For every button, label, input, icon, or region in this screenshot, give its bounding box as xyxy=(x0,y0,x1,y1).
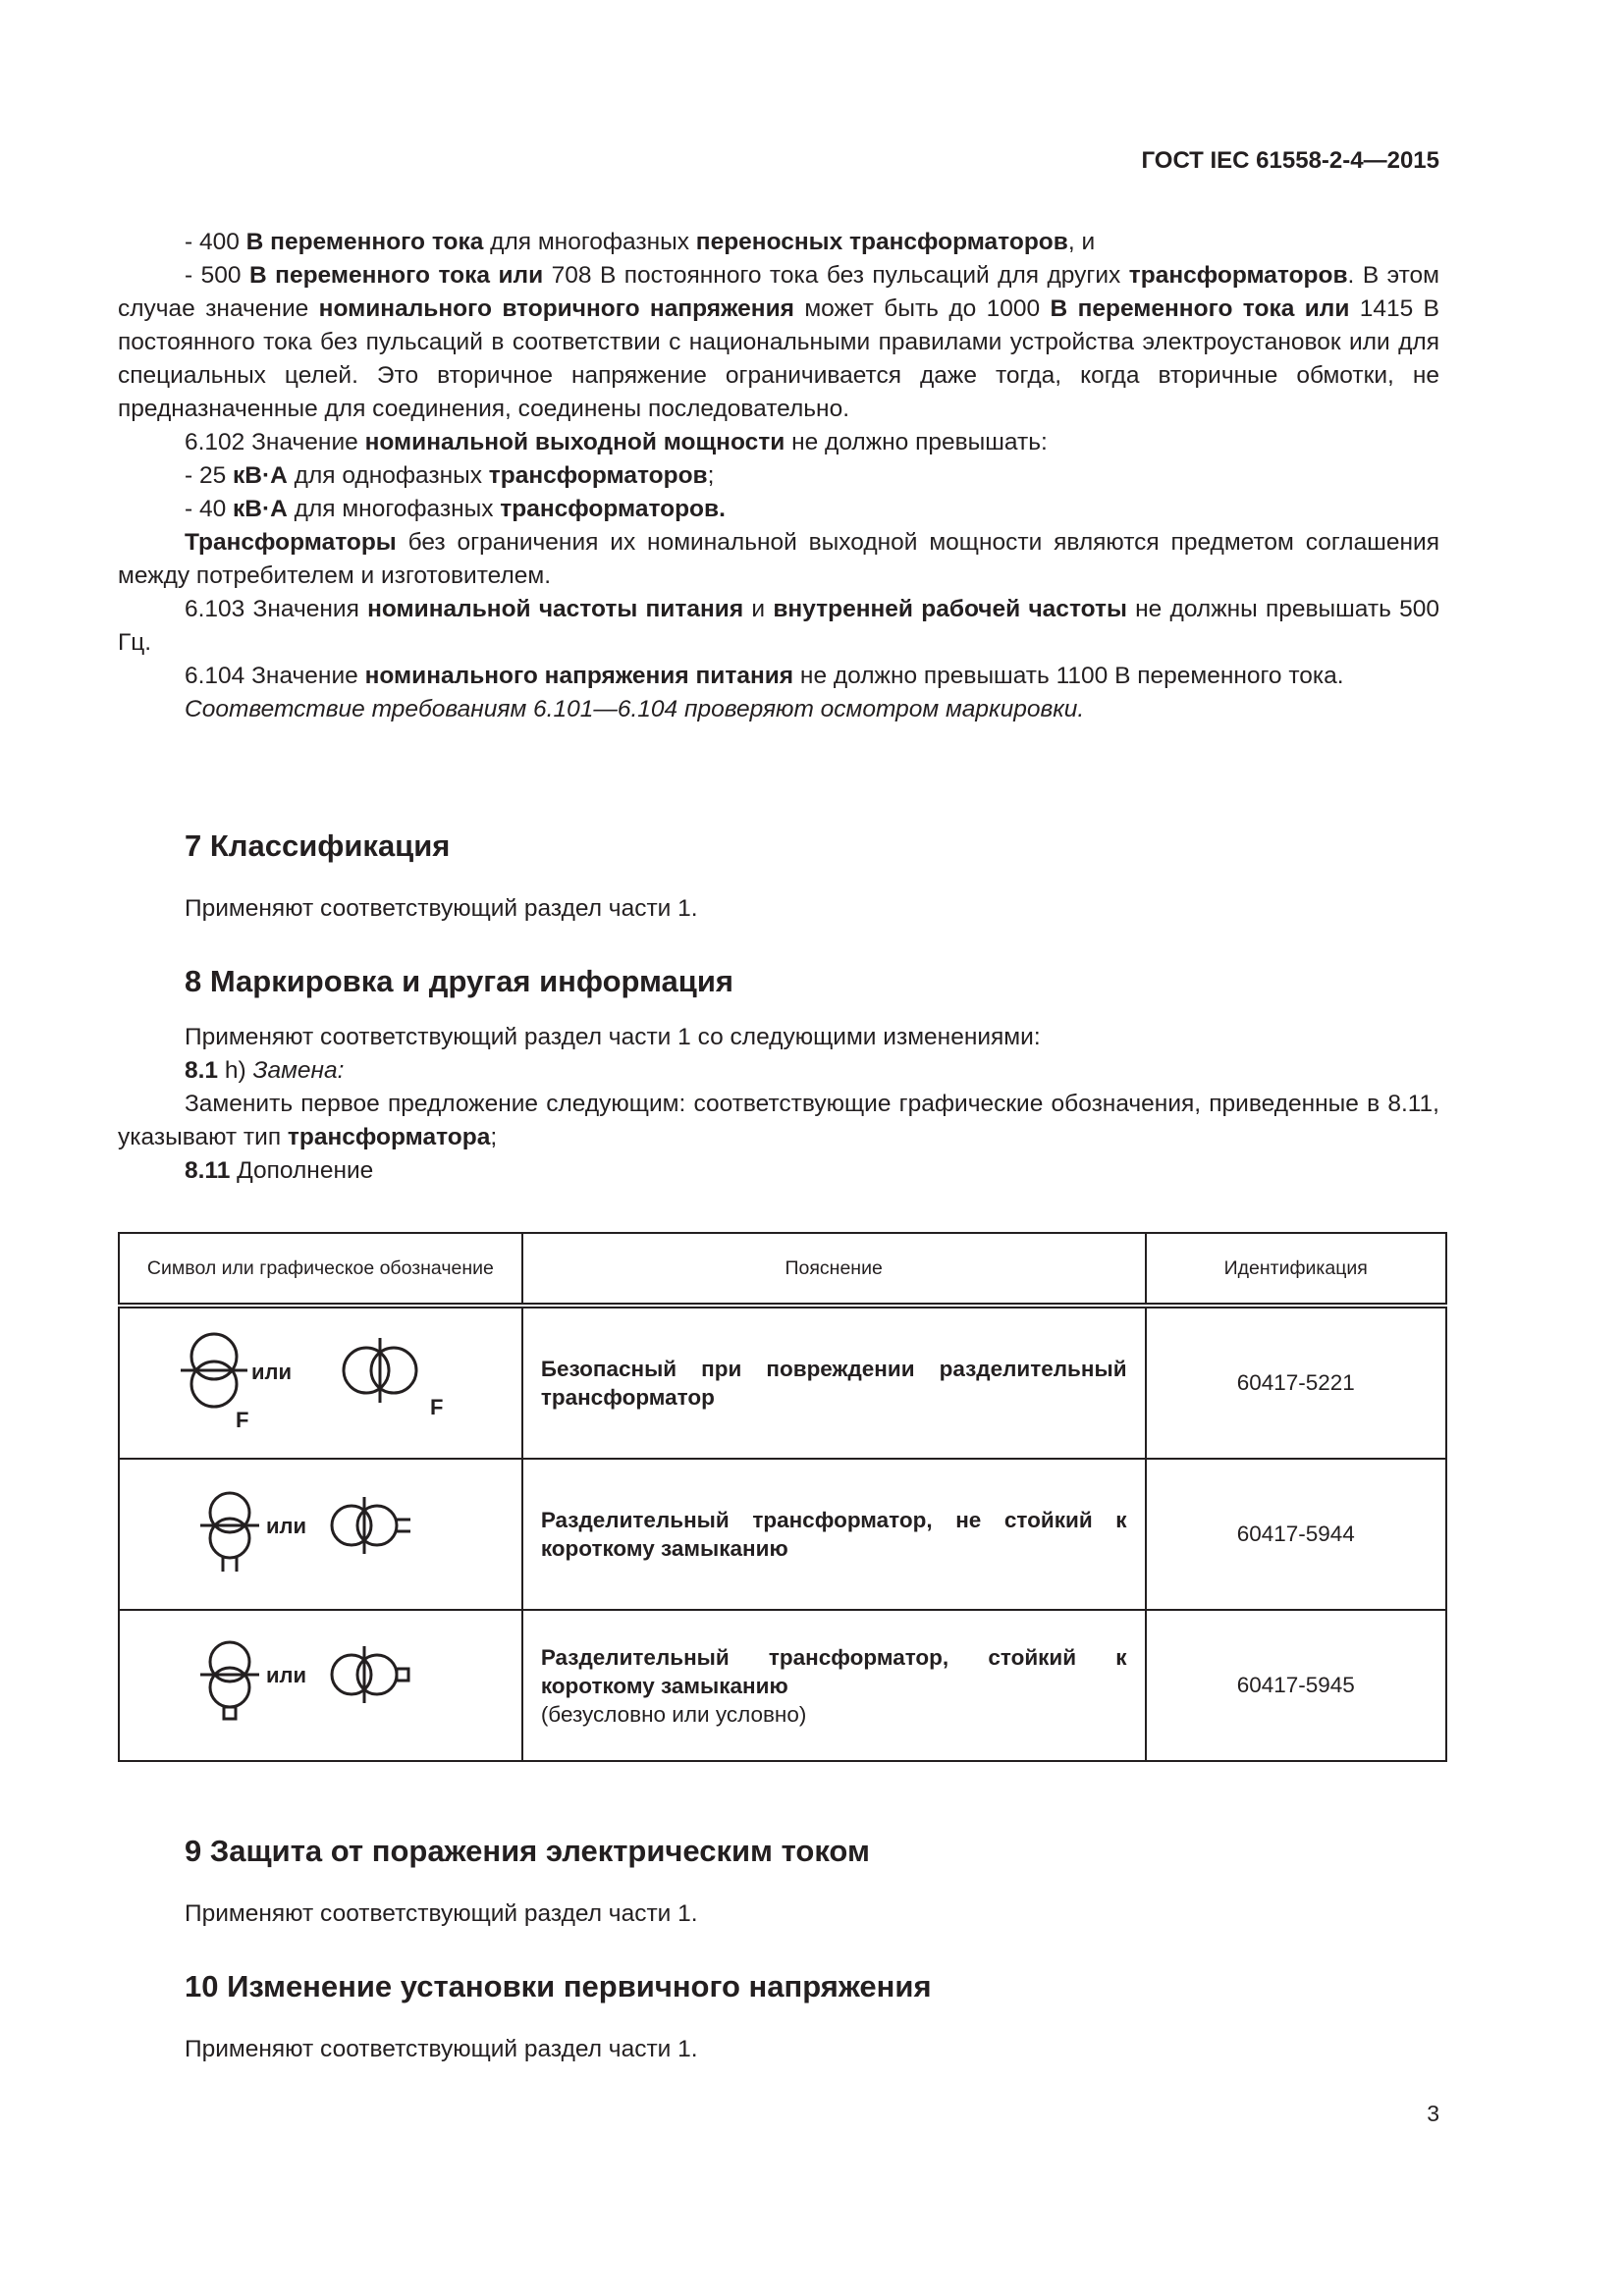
paragraph-compliance-note: Соответствие требованиям 6.101—6.104 проверяют осмотром маркировки. xyxy=(185,696,1085,722)
section-8-body xyxy=(118,1021,1439,1188)
header-symbol: Символ или графическое обозначение xyxy=(119,1233,522,1306)
symbols-table xyxy=(118,1232,1447,1762)
svg-text:F: F xyxy=(430,1395,444,1419)
symbol-cell xyxy=(119,1610,522,1761)
identification-cell: 60417-5945 xyxy=(1146,1610,1446,1761)
paragraph-40kva: - 40 кВ·А для многофазных трансформаторов. xyxy=(185,496,726,522)
section-8-1-line: 8.1 h) Замена: xyxy=(185,1057,345,1084)
section-9-title: 9 Защита от поражения электрическим током xyxy=(185,1834,870,1868)
section-7-title: 7 Классификация xyxy=(185,828,451,863)
short-circuit-proof-transformer-symbol-icon xyxy=(192,1629,448,1736)
svg-text:F: F xyxy=(236,1408,249,1432)
svg-text:или: или xyxy=(251,1360,293,1384)
section-6-continuation xyxy=(118,226,1439,726)
table-header-row xyxy=(119,1233,1446,1306)
table-row xyxy=(119,1306,1446,1459)
svg-text:или: или xyxy=(266,1663,307,1687)
symbol-cell xyxy=(119,1459,522,1610)
paragraph-25kva: - 25 кВ·А для однофазных трансформаторов; xyxy=(185,462,715,489)
section-8-title: 8 Маркировка и другая информация xyxy=(185,964,733,998)
explanation-cell: Безопасный при повреждении разделительный трансформатор xyxy=(522,1306,1146,1459)
identification-cell: 60417-5944 xyxy=(1146,1459,1446,1610)
explanation-cell: Разделительный трансформатор, стойкий к короткому замыканию (безусловно или условно) xyxy=(522,1610,1146,1761)
section-8-11-line: 8.11 Дополнение xyxy=(185,1157,374,1184)
paragraph-6-103: 6.103 Значения номинальной частоты питания и внутренней рабочей частоты не должны превышать 500 Гц. xyxy=(118,596,1439,656)
page-number: 3 xyxy=(1427,2101,1439,2126)
table-row xyxy=(119,1459,1446,1610)
explanation-cell: Разделительный трансформатор, не стойкий к короткому замыканию xyxy=(522,1459,1146,1610)
paragraph-transformers-agreement: Трансформаторы без ограничения их номинальной выходной мощности являются предметом соглашения между потребителем и изготовителем. xyxy=(118,529,1439,589)
paragraph-6-104: 6.104 Значение номинального напряжения питания не должно превышать 1100 В переменного тока. xyxy=(185,663,1344,689)
fail-safe-transformer-symbol-icon xyxy=(173,1326,467,1434)
svg-text:или: или xyxy=(266,1514,307,1538)
identification-cell: 60417-5221 xyxy=(1146,1306,1446,1459)
section-10-text: Применяют соответствующий раздел части 1. xyxy=(185,2036,698,2062)
paragraph-6-102: 6.102 Значение номинальной выходной мощности не должно превышать: xyxy=(185,429,1048,455)
table-row xyxy=(119,1610,1446,1761)
section-8-replacement: Заменить первое предложение следующим: соответствующие графические обозначения, приведенные в 8.11, указывают тип трансформатора; xyxy=(118,1091,1439,1150)
paragraph-500v: - 500 В переменного тока или 708 В постоянного тока без пульсаций для других трансформаторов. В этом случае значение номинального вторичного напряжения может быть до 1000 В переменного тока или 1415 В постоянного тока без пульсаций в соответствии с национальными правилами устройства электроустановок или для специальных целей. Это вторичное напряжение ограничивается даже тогда, когда вторичные обмотки, не предназначенные для соединения, соединены последовательно. xyxy=(118,262,1440,422)
non-short-circuit-proof-transformer-symbol-icon xyxy=(192,1477,448,1585)
header-identification: Идентификация xyxy=(1146,1233,1446,1306)
section-8-intro: Применяют соответствующий раздел части 1 со следующими изменениями: xyxy=(185,1024,1041,1050)
section-10-title: 10 Изменение установки первичного напряжения xyxy=(185,1969,932,2003)
header-explanation: Пояснение xyxy=(522,1233,1146,1306)
document-code-header: ГОСТ IEC 61558-2-4—2015 xyxy=(1141,147,1439,174)
paragraph-400v: - 400 В переменного тока для многофазных переносных трансформаторов, и xyxy=(185,229,1096,255)
section-7-text: Применяют соответствующий раздел части 1. xyxy=(185,895,698,922)
symbol-cell xyxy=(119,1306,522,1459)
section-9-text: Применяют соответствующий раздел части 1. xyxy=(185,1900,698,1927)
